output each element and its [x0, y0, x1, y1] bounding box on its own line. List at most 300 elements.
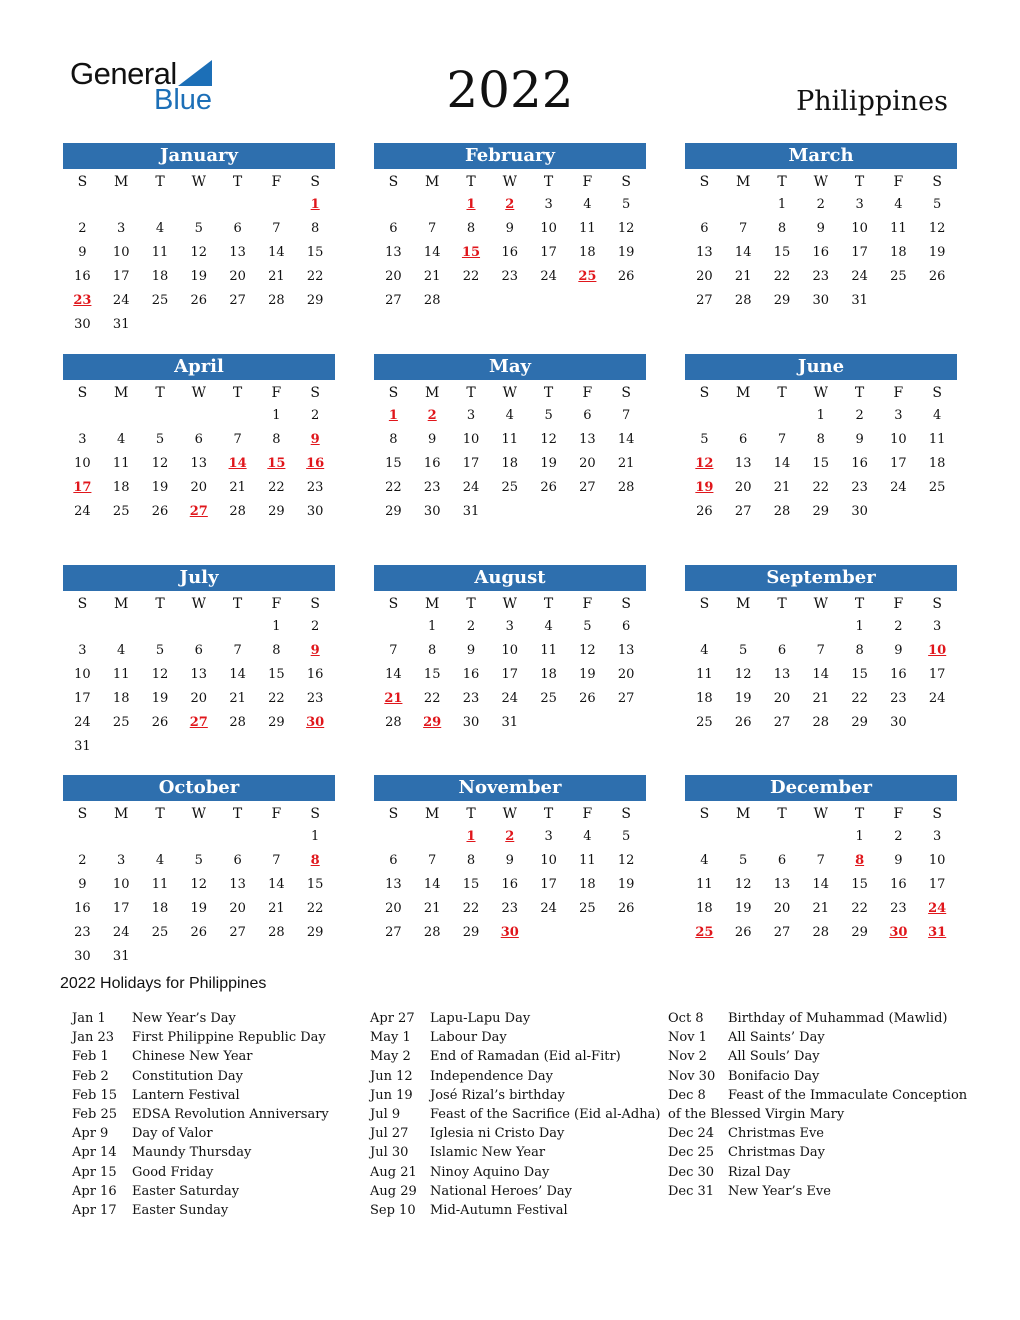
day-cell: 4	[544, 619, 553, 634]
weekday-label: M	[736, 385, 751, 401]
empty-day-cell	[374, 615, 413, 639]
day-cell: 23	[423, 480, 441, 495]
empty-day-cell	[63, 404, 102, 428]
day-cell: 2	[894, 619, 903, 634]
day-cell: 9	[78, 245, 87, 260]
weekday-label: M	[114, 385, 129, 401]
day-cell: 11	[151, 245, 169, 260]
day-cell: 3	[117, 221, 126, 236]
weekday-label: M	[425, 806, 440, 822]
weekday-label: T	[777, 806, 787, 822]
day-cell: 1	[816, 408, 825, 423]
empty-day-cell	[685, 825, 724, 849]
holiday-date: Feb 25	[72, 1106, 117, 1122]
day-cell: 22	[812, 480, 830, 495]
day-cell: 5	[739, 853, 748, 868]
day-cell: 25	[890, 269, 907, 284]
month-july	[63, 565, 335, 759]
week-row	[685, 428, 957, 452]
weekday-label: S	[699, 596, 710, 612]
empty-day-cell	[63, 615, 102, 639]
day-cell: 27	[773, 715, 791, 730]
day-cell: 28	[773, 504, 791, 519]
day-cell: 17	[112, 269, 130, 284]
day-cell: 20	[773, 901, 791, 916]
holiday-day-cell: 31	[928, 925, 947, 940]
day-cell: 28	[734, 293, 752, 308]
holiday-day-cell: 9	[310, 432, 320, 447]
day-cell: 22	[268, 691, 285, 706]
empty-day-cell	[685, 615, 724, 639]
day-cell: 16	[501, 877, 519, 892]
day-cell: 9	[466, 643, 476, 658]
month-header: February	[374, 143, 646, 169]
day-cell: 23	[306, 691, 324, 706]
month-header: November	[374, 775, 646, 801]
day-cell: 6	[389, 853, 398, 868]
holiday-date: Jul 9	[370, 1106, 401, 1122]
week-row	[685, 476, 957, 500]
day-cell: 11	[540, 643, 557, 658]
weekday-label: S	[310, 174, 320, 190]
week-row	[685, 825, 957, 849]
day-cell: 14	[812, 667, 830, 682]
empty-day-cell	[257, 313, 296, 337]
empty-day-cell	[801, 615, 840, 639]
weekday-row	[685, 380, 957, 404]
weekday-label: T	[232, 596, 243, 612]
holiday-name: Independence Day	[430, 1068, 553, 1084]
logo-triangle-icon	[178, 60, 212, 86]
weekday-label: M	[425, 385, 440, 401]
weekday-label: F	[271, 806, 282, 822]
holiday-name: Easter Sunday	[132, 1202, 229, 1218]
weekday-label: T	[854, 385, 865, 401]
holiday-date: Aug 29	[370, 1183, 417, 1199]
holiday-date: Jun 19	[370, 1087, 413, 1103]
weekday-label: T	[543, 385, 554, 401]
day-cell: 7	[272, 221, 281, 236]
empty-day-cell	[257, 193, 296, 217]
week-row	[63, 711, 335, 735]
day-cell: 13	[190, 667, 208, 682]
holiday-day-cell: 9	[310, 643, 320, 658]
day-cell: 18	[112, 691, 130, 706]
month-january	[63, 143, 335, 337]
weekday-label: F	[271, 174, 282, 190]
day-cell: 5	[622, 197, 631, 212]
day-cell: 16	[74, 269, 91, 284]
holiday-name: Ninoy Aquino Day	[430, 1164, 550, 1180]
logo-blue-text: Blue	[154, 84, 213, 116]
holiday-day-cell: 2	[505, 197, 515, 212]
holiday-day-cell: 1	[466, 197, 476, 212]
empty-day-cell	[179, 825, 218, 849]
day-cell: 17	[501, 667, 519, 682]
month-header: August	[374, 565, 646, 591]
week-row	[63, 289, 335, 313]
day-cell: 19	[617, 245, 635, 260]
weekday-label: S	[310, 596, 320, 612]
empty-day-cell	[102, 404, 141, 428]
holiday-name: Iglesia ni Cristo Day	[430, 1126, 565, 1142]
holiday-day-cell: 10	[928, 643, 947, 658]
holiday-date: Apr 14	[72, 1145, 117, 1161]
week-row	[63, 452, 335, 476]
holiday-day-cell: 23	[73, 293, 92, 308]
empty-day-cell	[607, 500, 646, 524]
day-cell: 28	[268, 293, 285, 308]
weekday-label: T	[777, 174, 787, 190]
day-cell: 1	[855, 829, 864, 844]
day-cell: 18	[890, 245, 907, 260]
day-cell: 24	[501, 691, 519, 706]
empty-day-cell	[374, 193, 413, 217]
empty-day-cell	[607, 711, 646, 735]
holiday-name: National Heroes’ Day	[430, 1183, 572, 1199]
day-cell: 11	[696, 667, 713, 682]
empty-day-cell	[141, 313, 180, 337]
day-cell: 20	[734, 480, 752, 495]
day-cell: 3	[117, 853, 126, 868]
day-cell: 16	[74, 901, 91, 916]
day-cell: 31	[112, 317, 130, 332]
day-cell: 20	[385, 269, 402, 284]
empty-day-cell	[529, 711, 568, 735]
day-cell: 22	[423, 691, 441, 706]
day-cell: 21	[812, 691, 830, 706]
holiday-date: May 2	[370, 1049, 411, 1065]
empty-day-cell	[218, 313, 257, 337]
holiday-date: Jan 1	[72, 1011, 106, 1026]
day-cell: 30	[851, 504, 868, 519]
holiday-date: Apr 17	[72, 1202, 117, 1218]
holiday-day-cell: 29	[423, 715, 442, 730]
empty-day-cell	[490, 289, 529, 313]
weekday-label: F	[893, 806, 904, 822]
weekday-label: T	[155, 385, 165, 401]
day-cell: 28	[385, 715, 402, 730]
day-cell: 28	[812, 925, 830, 940]
day-cell: 17	[74, 691, 91, 706]
week-row	[685, 687, 957, 711]
week-row	[685, 193, 957, 217]
day-cell: 11	[112, 667, 130, 682]
day-cell: 27	[385, 293, 402, 308]
holiday-date: Jul 27	[370, 1126, 409, 1142]
day-cell: 22	[462, 269, 480, 284]
week-row	[63, 687, 335, 711]
day-cell: 11	[890, 221, 907, 236]
day-cell: 2	[78, 221, 87, 236]
day-cell: 6	[194, 432, 203, 447]
day-cell: 25	[151, 293, 169, 308]
holiday-date: Dec 8	[668, 1087, 706, 1103]
empty-day-cell	[141, 615, 180, 639]
holiday-date: Oct 8	[668, 1011, 704, 1026]
empty-day-cell	[296, 945, 335, 969]
day-cell: 26	[734, 925, 752, 940]
week-row	[63, 897, 335, 921]
week-row	[685, 897, 957, 921]
day-cell: 3	[78, 432, 87, 447]
day-cell: 14	[229, 667, 246, 682]
weekday-row	[374, 169, 646, 193]
day-cell: 13	[190, 456, 208, 471]
weekday-label: S	[932, 385, 942, 401]
month-header: July	[63, 565, 335, 591]
day-cell: 21	[617, 456, 635, 471]
week-row	[374, 404, 646, 428]
empty-day-cell	[879, 500, 918, 524]
holiday-date: Apr 15	[72, 1164, 117, 1180]
weekday-label: T	[232, 806, 243, 822]
weekday-row	[685, 591, 957, 615]
month-may	[374, 354, 646, 524]
month-header: June	[685, 354, 957, 380]
empty-day-cell	[218, 735, 257, 759]
day-cell: 5	[700, 432, 709, 447]
week-row	[685, 921, 957, 945]
day-cell: 1	[311, 829, 320, 844]
holiday-name: First Philippine Republic Day	[132, 1030, 326, 1046]
week-row	[63, 476, 335, 500]
holiday-date: Dec 25	[668, 1145, 715, 1161]
weekday-label: T	[854, 806, 865, 822]
weekday-label: T	[466, 596, 476, 612]
day-cell: 6	[583, 408, 592, 423]
holiday-name: Christmas Day	[728, 1145, 825, 1161]
week-row	[63, 639, 335, 663]
day-cell: 21	[812, 901, 830, 916]
day-cell: 15	[851, 877, 868, 892]
weekday-label: W	[502, 806, 517, 822]
day-cell: 14	[773, 456, 791, 471]
empty-day-cell	[141, 945, 180, 969]
day-cell: 22	[306, 901, 324, 916]
holiday-name: Feast of the Immaculate Conception	[728, 1087, 968, 1103]
day-cell: 19	[928, 245, 946, 260]
day-cell: 3	[544, 197, 553, 212]
week-row	[685, 265, 957, 289]
day-cell: 10	[112, 245, 130, 260]
holiday-date: Aug 21	[370, 1164, 417, 1180]
day-cell: 24	[890, 480, 907, 495]
day-cell: 1	[777, 197, 787, 212]
day-cell: 1	[272, 619, 281, 634]
day-cell: 3	[933, 619, 942, 634]
day-cell: 3	[894, 408, 903, 423]
weekday-label: S	[388, 806, 399, 822]
weekday-label: S	[77, 596, 88, 612]
day-cell: 20	[229, 269, 246, 284]
day-cell: 6	[194, 643, 203, 658]
holiday-name: End of Ramadan (Eid al-Fitr)	[430, 1049, 621, 1065]
holiday-date: Dec 30	[668, 1164, 715, 1180]
day-cell: 8	[466, 221, 476, 236]
day-cell: 30	[74, 317, 91, 332]
week-row	[63, 945, 335, 969]
empty-day-cell	[529, 500, 568, 524]
day-cell: 24	[112, 293, 130, 308]
holiday-day-cell: 16	[306, 456, 325, 471]
day-cell: 21	[423, 269, 441, 284]
day-cell: 19	[734, 691, 752, 706]
week-row	[63, 500, 335, 524]
weekday-label: S	[621, 806, 631, 822]
day-cell: 29	[462, 925, 480, 940]
day-cell: 15	[268, 667, 285, 682]
weekday-label: W	[191, 806, 206, 822]
holiday-date: Jul 30	[370, 1145, 409, 1161]
day-cell: 28	[268, 925, 285, 940]
month-november	[374, 775, 646, 945]
month-header: January	[63, 143, 335, 169]
weekday-label: T	[854, 596, 865, 612]
week-row	[685, 849, 957, 873]
day-cell: 13	[734, 456, 752, 471]
week-row	[685, 404, 957, 428]
month-march	[685, 143, 957, 313]
holiday-name: Mid-Autumn Festival	[430, 1202, 568, 1218]
week-row	[374, 452, 646, 476]
week-row	[374, 476, 646, 500]
day-cell: 17	[890, 456, 907, 471]
day-cell: 13	[696, 245, 713, 260]
week-row	[63, 193, 335, 217]
day-cell: 18	[112, 480, 130, 495]
weekday-row	[374, 801, 646, 825]
day-cell: 19	[540, 456, 557, 471]
holiday-day-cell: 17	[73, 480, 92, 495]
day-cell: 12	[151, 456, 169, 471]
holiday-day-cell: 12	[695, 456, 714, 471]
day-cell: 9	[78, 877, 87, 892]
week-row	[374, 711, 646, 735]
weekday-label: S	[621, 174, 631, 190]
day-cell: 25	[151, 925, 169, 940]
weekday-row	[374, 591, 646, 615]
holiday-name: Maundy Thursday	[132, 1145, 252, 1161]
month-header: May	[374, 354, 646, 380]
empty-day-cell	[218, 615, 257, 639]
day-cell: 10	[540, 853, 557, 868]
day-cell: 31	[462, 504, 480, 519]
weekday-label: W	[502, 596, 517, 612]
weekday-label: F	[893, 596, 904, 612]
day-cell: 15	[773, 245, 791, 260]
day-cell: 14	[734, 245, 752, 260]
day-cell: 6	[739, 432, 748, 447]
day-cell: 22	[268, 480, 285, 495]
day-cell: 2	[894, 829, 903, 844]
day-cell: 8	[466, 853, 476, 868]
day-cell: 10	[112, 877, 130, 892]
holiday-day-cell: 21	[384, 691, 403, 706]
day-cell: 15	[851, 667, 868, 682]
empty-day-cell	[296, 735, 335, 759]
day-cell: 7	[777, 432, 787, 447]
holiday-day-cell: 25	[578, 269, 597, 284]
month-header: April	[63, 354, 335, 380]
weekday-label: S	[388, 385, 399, 401]
empty-day-cell	[63, 193, 102, 217]
day-cell: 3	[78, 643, 87, 658]
day-cell: 24	[851, 269, 868, 284]
day-cell: 19	[734, 901, 752, 916]
empty-day-cell	[685, 193, 724, 217]
day-cell: 18	[928, 456, 946, 471]
year-title: 2022	[446, 61, 574, 119]
empty-day-cell	[529, 289, 568, 313]
holiday-name: of the Blessed Virgin Mary	[668, 1106, 845, 1122]
day-cell: 23	[74, 925, 91, 940]
empty-day-cell	[918, 711, 957, 735]
holiday-day-cell: 1	[388, 408, 398, 423]
empty-day-cell	[218, 945, 257, 969]
week-row	[63, 615, 335, 639]
day-cell: 7	[428, 221, 437, 236]
weekday-label: M	[425, 174, 440, 190]
empty-day-cell	[141, 193, 180, 217]
day-cell: 26	[151, 504, 169, 519]
day-cell: 12	[579, 643, 596, 658]
weekday-label: T	[543, 806, 554, 822]
week-row	[374, 217, 646, 241]
holiday-name: All Saints’ Day	[728, 1030, 825, 1046]
holiday-day-cell: 15	[267, 456, 286, 471]
holiday-name: Bonifacio Day	[728, 1068, 820, 1084]
empty-day-cell	[179, 945, 218, 969]
day-cell: 27	[696, 293, 713, 308]
day-cell: 20	[579, 456, 596, 471]
day-cell: 31	[74, 739, 91, 754]
day-cell: 6	[233, 853, 242, 868]
day-cell: 11	[151, 877, 169, 892]
day-cell: 28	[423, 293, 441, 308]
holiday-day-cell: 30	[889, 925, 908, 940]
day-cell: 19	[151, 691, 169, 706]
empty-day-cell	[218, 825, 257, 849]
day-cell: 9	[855, 432, 864, 447]
empty-day-cell	[257, 945, 296, 969]
day-cell: 11	[928, 432, 946, 447]
holiday-name: Easter Saturday	[132, 1183, 240, 1199]
day-cell: 4	[894, 197, 903, 212]
day-cell: 24	[74, 504, 91, 519]
holiday-date: Nov 1	[668, 1030, 707, 1046]
day-cell: 14	[268, 877, 285, 892]
holiday-name: New Year’s Day	[132, 1011, 236, 1026]
day-cell: 9	[505, 853, 514, 868]
weekday-label: W	[191, 596, 206, 612]
day-cell: 14	[617, 432, 635, 447]
day-cell: 13	[385, 877, 402, 892]
week-row	[374, 428, 646, 452]
day-cell: 28	[229, 715, 246, 730]
day-cell: 16	[501, 245, 519, 260]
day-cell: 10	[501, 643, 519, 658]
weekday-label: W	[813, 174, 828, 190]
weekday-label: M	[114, 596, 129, 612]
day-cell: 7	[428, 853, 437, 868]
day-cell: 16	[812, 245, 830, 260]
day-cell: 16	[851, 456, 868, 471]
day-cell: 20	[190, 480, 208, 495]
weekday-label: S	[310, 806, 320, 822]
holiday-name: Christmas Eve	[728, 1126, 824, 1142]
week-row	[63, 428, 335, 452]
